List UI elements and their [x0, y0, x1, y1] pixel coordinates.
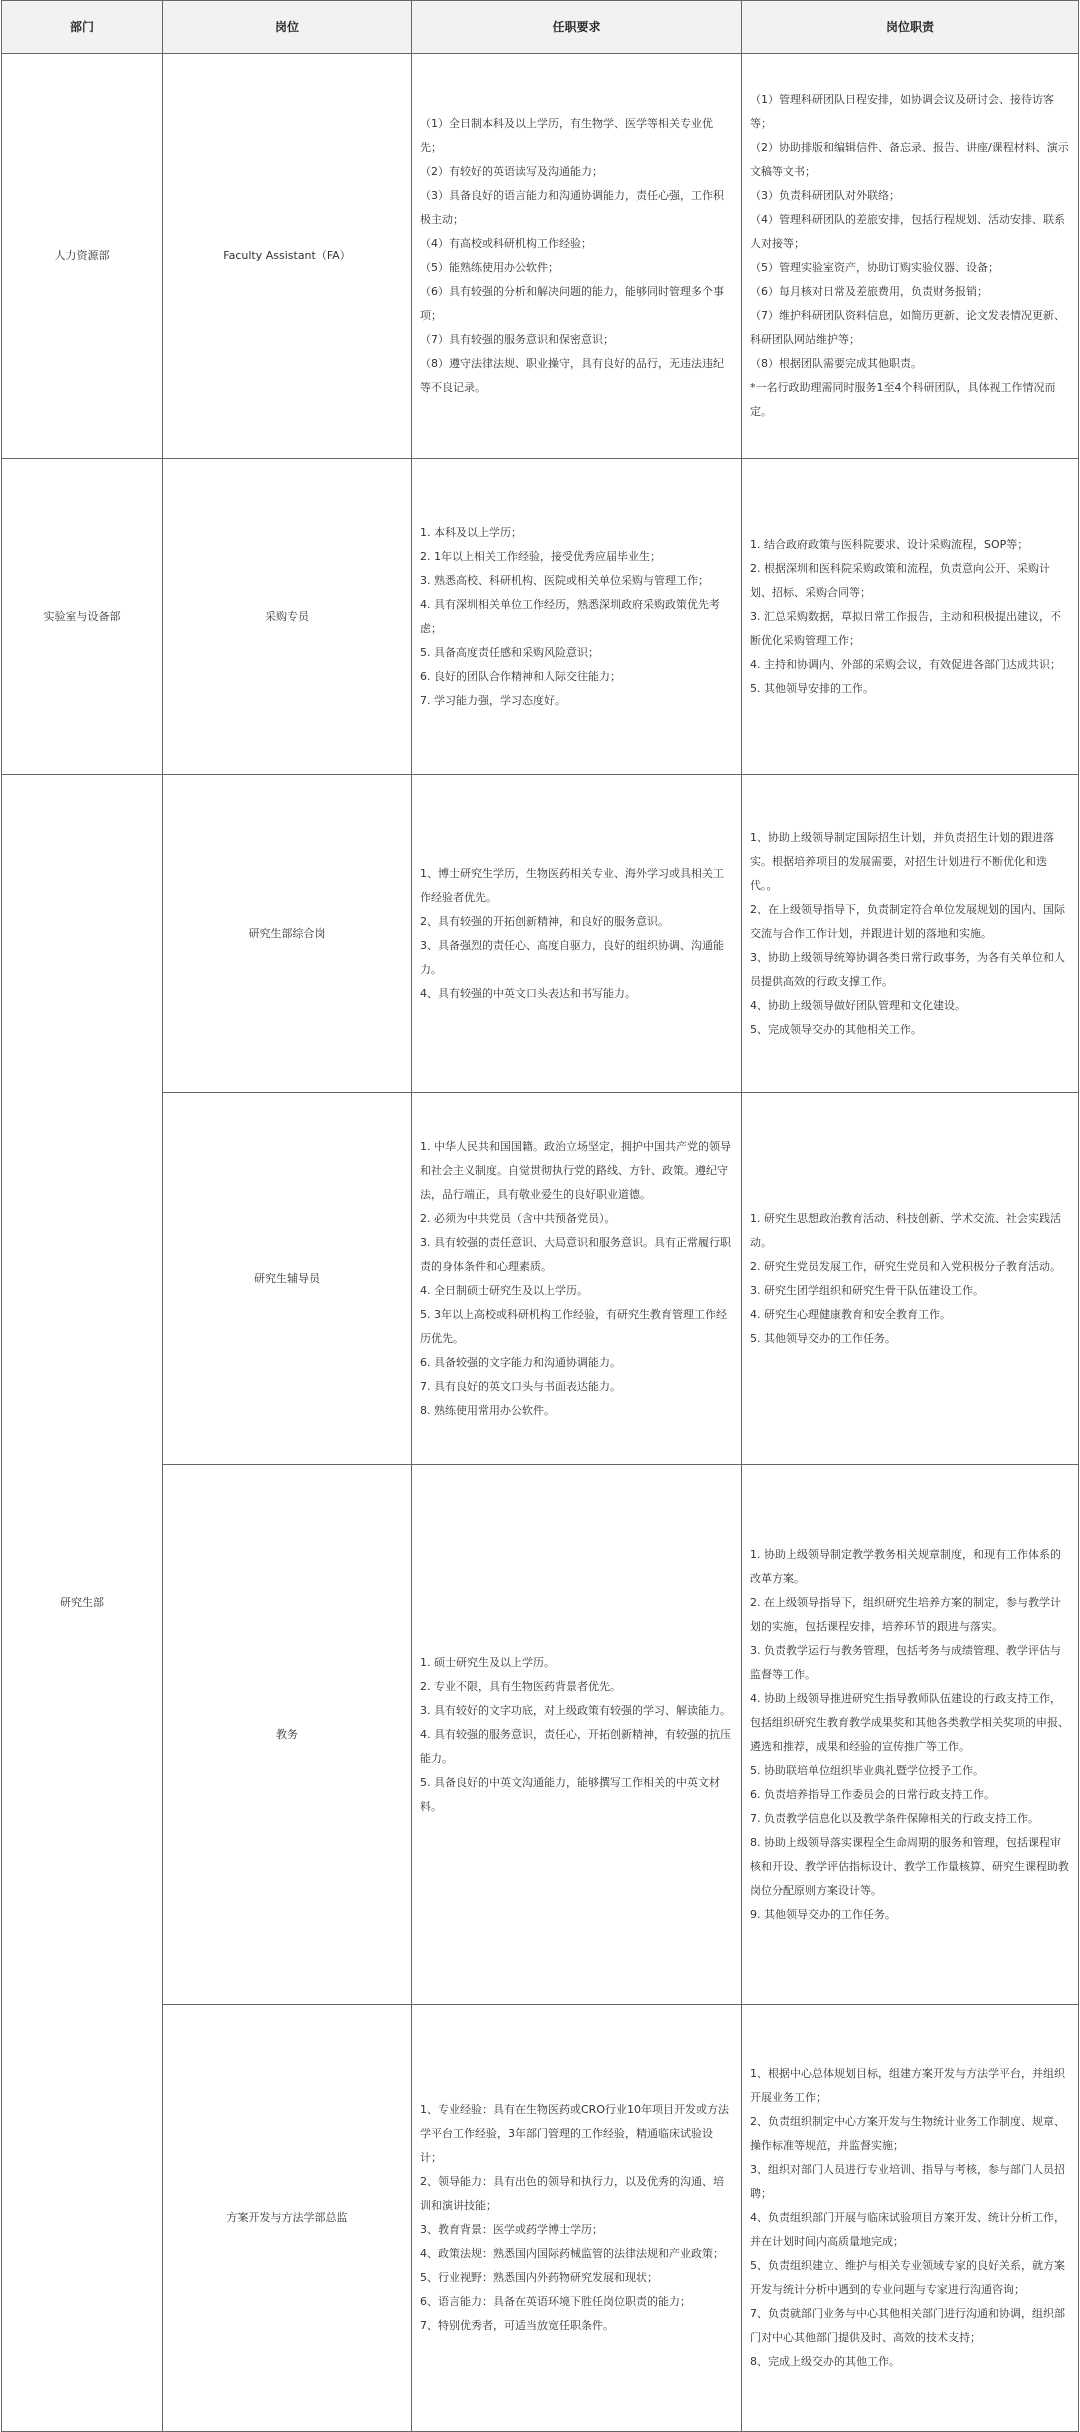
duty-item: 2. 在上级领导指导下，组织研究生培养方案的制定，参与教学计划的实施，包括课程安排，培养环节的跟进与落实。	[750, 1595, 1061, 1633]
requirement-item: 5. 具备高度责任感和采购风险意识；	[420, 645, 599, 659]
table-row	[2, 1465, 1079, 2005]
requirements-cell	[412, 1093, 742, 1465]
duty-item: （1）管理科研团队日程安排，如协调会议及研讨会、接待访客等；	[750, 93, 1054, 130]
requirement-item: 6、语言能力：具备在英语环境下胜任岗位职责的能力；	[420, 2295, 691, 2308]
requirement-item: 1. 硕士研究生及以上学历。	[420, 1655, 555, 1669]
requirement-item: 7. 具有良好的英文口头与书面表达能力。	[420, 1379, 621, 1393]
table-row	[2, 1093, 1079, 1465]
requirement-item: 2. 专业不限，具有生物医药背景者优先。	[420, 1679, 621, 1693]
requirement-item: （8）遵守法律法规、职业操守，具有良好的品行，无违法违纪等不良记录。	[420, 357, 724, 394]
header-department: 部门	[2, 1, 163, 54]
requirement-item: （5）能熟练使用办公软件；	[420, 261, 559, 274]
duty-item: 8、完成上级交办的其他工作。	[750, 2355, 900, 2368]
department-cell: 实验室与设备部	[2, 459, 163, 775]
table-row	[2, 54, 1079, 459]
duty-item: （2）协助排版和编辑信件、备忘录、报告、讲座/课程材料、演示文稿等文书；	[750, 141, 1069, 178]
requirement-item: 2、领导能力：具有出色的领导和执行力，以及优秀的沟通、培训和演讲技能；	[420, 2175, 724, 2212]
duty-item: （6）每月核对日常及差旅费用，负责财务报销；	[750, 285, 988, 298]
position-cell: 研究生辅导员	[163, 1093, 412, 1465]
requirements-cell	[412, 459, 742, 775]
requirement-item: 3. 具有较好的文字功底，对上级政策有较强的学习、解读能力。	[420, 1703, 731, 1717]
position-cell: 采购专员	[163, 459, 412, 775]
duty-item: 4、负责组织部门开展与临床试验项目方案开发、统计分析工作，并在计划时间内高质量地完成；	[750, 2211, 1065, 2248]
duty-item: 1、根据中心总体规划目标，组建方案开发与方法学平台，并组织开展业务工作；	[750, 2067, 1065, 2104]
duty-item: 1. 协助上级领导制定教学教务相关规章制度，和现有工作体系的改革方案。	[750, 1547, 1061, 1585]
duties-cell	[742, 1093, 1079, 1465]
department-cell: 研究生部	[2, 775, 163, 2432]
duties-cell	[742, 2005, 1079, 2432]
requirements-cell	[412, 2005, 742, 2432]
duties-cell	[742, 459, 1079, 775]
recruitment-table	[1, 0, 1079, 2432]
duty-item: （8）根据团队需要完成其他职责。	[750, 357, 922, 370]
duty-item: 8. 协助上级领导落实课程全生命周期的服务和管理，包括课程审核和开设、教学评估指标设计、教学工作量核算、研究生课程助教岗位分配原则方案设计等。	[750, 1835, 1069, 1897]
duty-item: 5. 其他领导安排的工作。	[750, 681, 874, 695]
requirement-item: 1、博士研究生学历，生物医药相关专业、海外学习或具相关工作经验者优先。	[420, 866, 724, 904]
requirement-item: 4、政策法规：熟悉国内国际药械监管的法律法规和产业政策；	[420, 2247, 724, 2260]
requirement-item: 3. 熟悉高校、科研机构、医院或相关单位采购与管理工作；	[420, 573, 709, 587]
table-header-row	[2, 1, 1079, 54]
duty-item: 4、协助上级领导做好团队管理和文化建设。	[750, 998, 966, 1012]
requirement-item: 4. 全日制硕士研究生及以上学历。	[420, 1283, 588, 1297]
header-position: 岗位	[163, 1, 412, 54]
position-cell: Faculty Assistant（FA）	[163, 54, 412, 459]
duty-item: 4. 研究生心理健康教育和安全教育工作。	[750, 1307, 951, 1321]
requirement-item: 6. 良好的团队合作精神和人际交往能力；	[420, 669, 621, 683]
requirement-item: 1. 中华人民共和国国籍。政治立场坚定，拥护中国共产党的领导和社会主义制度。自觉贯彻执行党的路线、方针、政策。遵纪守法，品行端正，具有敬业爱生的良好职业道德。	[420, 1139, 731, 1201]
duty-item: 3. 负责教学运行与教务管理，包括考务与成绩管理、教学评估与监督等工作。	[750, 1643, 1061, 1681]
duties-cell	[742, 775, 1079, 1093]
duty-item: 9. 其他领导交办的工作任务。	[750, 1907, 896, 1921]
duty-item: （7）维护科研团队资料信息，如简历更新、论文发表情况更新、科研团队网站维护等；	[750, 309, 1065, 346]
duty-item: 2. 研究生党员发展工作，研究生党员和入党积极分子教育活动。	[750, 1259, 1061, 1273]
requirements-cell	[412, 54, 742, 459]
duty-item: 3、组织对部门人员进行专业培训、指导与考核，参与部门人员招聘；	[750, 2163, 1065, 2200]
requirement-item: 2、具有较强的开拓创新精神，和良好的服务意识。	[420, 914, 669, 928]
duty-item: 6. 负责培养指导工作委员会的日常行政支持工作。	[750, 1787, 995, 1801]
requirement-item: 7、特别优秀者，可适当放宽任职条件。	[420, 2319, 614, 2332]
header-duties: 岗位职责	[742, 1, 1079, 54]
requirement-item: 2. 1年以上相关工作经验，接受优秀应届毕业生；	[420, 549, 661, 563]
duty-item: （5）管理实验室资产，协助订购实验仪器、设备；	[750, 261, 999, 274]
duties-cell	[742, 54, 1079, 459]
department-cell: 人力资源部	[2, 54, 163, 459]
duty-item: 1. 结合政府政策与医科院要求、设计采购流程，SOP等；	[750, 537, 1029, 551]
duty-item: 4. 主持和协调内、外部的采购会议，有效促进各部门达成共识；	[750, 657, 1061, 671]
requirements-cell	[412, 775, 742, 1093]
duty-item: 1. 研究生思想政治教育活动、科技创新、学术交流、社会实践活动。	[750, 1211, 1061, 1249]
requirement-item: 7. 学习能力强，学习态度好。	[420, 693, 566, 707]
requirement-item: 4、具有较强的中英文口头表达和书写能力。	[420, 986, 636, 1000]
requirement-item: 8. 熟练使用常用办公软件。	[420, 1403, 555, 1417]
table-row	[2, 2005, 1079, 2432]
requirement-item: 3. 具有较强的责任意识、大局意识和服务意识。具有正常履行职责的身体条件和心理素质。	[420, 1235, 731, 1273]
requirements-cell	[412, 1465, 742, 2005]
table-row	[2, 775, 1079, 1093]
duty-item: 2. 根据深圳和医科院采购政策和流程，负责意向公开、采购计划、招标、采购合同等；	[750, 561, 1050, 599]
duty-item: 1、协助上级领导制定国际招生计划，并负责招生计划的跟进落实。根据培养项目的发展需要，对招生计划进行不断优化和迭代。。	[750, 830, 1054, 892]
position-cell: 教务	[163, 1465, 412, 2005]
duty-item: *一名行政助理需同时服务1至4个科研团队，具体视工作情况而定。	[750, 381, 1056, 418]
duty-item: 2、在上级领导指导下，负责制定符合单位发展规划的国内、国际交流与合作工作计划，并跟进计划的落地和实施。	[750, 902, 1065, 940]
duty-item: 2、负责组织制定中心方案开发与生物统计业务工作制度、规章、操作标准等规范，并监督实施；	[750, 2115, 1065, 2152]
position-cell: 方案开发与方法学部总监	[163, 2005, 412, 2432]
duty-item: 3. 研究生团学组织和研究生骨干队伍建设工作。	[750, 1283, 984, 1297]
duty-item: 5. 其他领导交办的工作任务。	[750, 1331, 896, 1345]
duty-item: （4）管理科研团队的差旅安排，包括行程规划、活动安排、联系人对接等；	[750, 213, 1065, 250]
duty-item: 5、完成领导交办的其他相关工作。	[750, 1022, 922, 1036]
requirement-item: （6）具有较强的分析和解决问题的能力，能够同时管理多个事项；	[420, 285, 724, 322]
duty-item: 3. 汇总采购数据，草拟日常工作报告，主动和积极提出建议，不断优化采购管理工作；	[750, 609, 1061, 647]
requirement-item: 1、专业经验：具有在生物医药或CRO行业10年项目开发或方法学平台工作经验，3年部门管理的工作经验，精通临床试验设计；	[420, 2103, 729, 2164]
requirement-item: 5、行业视野：熟悉国内外药物研究发展和现状；	[420, 2271, 658, 2284]
table-row	[2, 459, 1079, 775]
requirement-item: 4. 具有较强的服务意识，责任心，开拓创新精神，有较强的抗压能力。	[420, 1727, 731, 1765]
requirement-item: 3、教育背景：医学或药学博士学历；	[420, 2223, 603, 2236]
duty-item: 7. 负责教学信息化以及教学条件保障相关的行政支持工作。	[750, 1811, 1039, 1825]
duty-item: （3）负责科研团队对外联络；	[750, 189, 900, 202]
position-cell: 研究生部综合岗	[163, 775, 412, 1093]
header-requirements: 任职要求	[412, 1, 742, 54]
duty-item: 5、负责组织建立、维护与相关专业领域专家的良好关系，就方案开发与统计分析中遇到的专业问题与专家进行沟通咨询；	[750, 2259, 1065, 2296]
requirement-item: 5. 具备良好的中英文沟通能力，能够撰写工作相关的中英文材料。	[420, 1775, 720, 1813]
requirement-item: （2）有较好的英语读写及沟通能力；	[420, 165, 603, 178]
requirement-item: 1. 本科及以上学历；	[420, 525, 522, 539]
requirement-item: 2. 必须为中共党员（含中共预备党员）。	[420, 1211, 616, 1225]
requirement-item: 6. 具备较强的文字能力和沟通协调能力。	[420, 1355, 621, 1369]
duty-item: 7、负责就部门业务与中心其他相关部门进行沟通和协调，组织部门对中心其他部门提供及时、高效的技术支持；	[750, 2307, 1065, 2344]
duties-cell	[742, 1465, 1079, 2005]
duty-item: 5. 协助联培单位组织毕业典礼暨学位授予工作。	[750, 1763, 984, 1777]
duty-item: 4. 协助上级领导推进研究生指导教师队伍建设的行政支持工作，包括组织研究生教育教学成果奖和其他各类教学相关奖项的申报、遴选和推荐，成果和经验的宣传推广等工作。	[750, 1691, 1069, 1753]
requirement-item: （1）全日制本科及以上学历，有生物学、医学等相关专业优先；	[420, 117, 713, 154]
requirement-item: 3、具备强烈的责任心、高度自驱力，良好的组织协调、沟通能力。	[420, 938, 724, 976]
requirement-item: （4）有高校或科研机构工作经验；	[420, 237, 592, 250]
requirement-item: （3）具备良好的语言能力和沟通协调能力，责任心强，工作积极主动；	[420, 189, 724, 226]
requirement-item: （7）具有较强的服务意识和保密意识；	[420, 333, 614, 346]
requirement-item: 5. 3年以上高校或科研机构工作经验，有研究生教育管理工作经历优先。	[420, 1307, 727, 1345]
requirement-item: 4. 具有深圳相关单位工作经历，熟悉深圳政府采购政策优先考虑；	[420, 597, 720, 635]
duty-item: 3、协助上级领导统筹协调各类日常行政事务，为各有关单位和人员提供高效的行政支撑工作。	[750, 950, 1065, 988]
